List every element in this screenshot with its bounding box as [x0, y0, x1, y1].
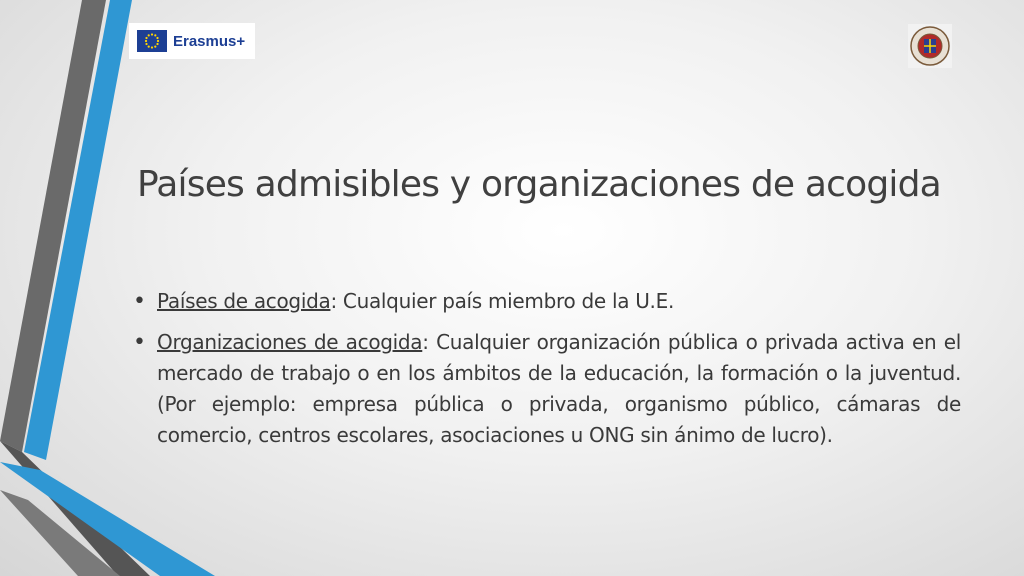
bullet-text: : Cualquier país miembro de la U.E.	[330, 289, 675, 313]
bullet-text: : Cualquier organización pública o privada activa en el mercado de trabajo o en los ámbitos de la educación, la formación o la juventud. (Por ejemplo: empresa pública o privada, organismo público, cámaras de comercio, centros escolares, asociaciones u ONG sin ánimo de lucro).	[157, 330, 961, 447]
slide-title: Países admisibles y organizaciones de acogida	[137, 164, 941, 205]
bullet-term: Organizaciones de acogida	[157, 330, 423, 354]
school-seal-icon	[910, 26, 950, 66]
erasmus-logo-text: Erasmus+	[173, 32, 246, 50]
bullet-icon: •	[133, 330, 146, 355]
bullet-term: Países de acogida	[157, 289, 331, 313]
eu-flag-icon	[137, 30, 167, 52]
bullet-list	[133, 286, 961, 461]
bullet-item-organizaciones	[133, 327, 961, 451]
bullet-item-paises	[133, 286, 961, 317]
erasmus-plus-logo	[129, 23, 255, 59]
bullet-icon: •	[133, 289, 146, 314]
school-seal-logo	[908, 24, 952, 68]
